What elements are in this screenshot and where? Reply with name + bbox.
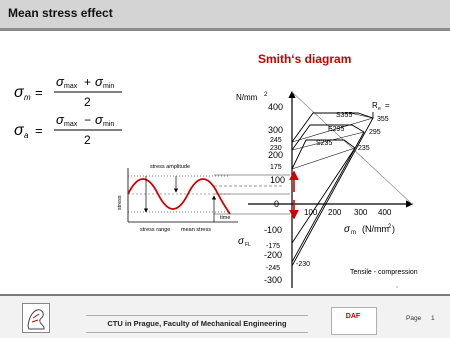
formula-equals: = bbox=[35, 85, 43, 100]
re-label: R bbox=[372, 101, 378, 110]
formula-minus: − bbox=[84, 113, 92, 127]
y-tick-label: -300 bbox=[264, 275, 283, 285]
formula-sigma: σ bbox=[56, 112, 64, 127]
lower-value-label: -175 bbox=[266, 243, 281, 250]
formula-sigma: σ bbox=[95, 74, 103, 89]
material-label-s235: S235 bbox=[316, 140, 333, 147]
material-label-e295: E295 bbox=[328, 126, 345, 133]
formula-denominator: 2 bbox=[84, 95, 91, 109]
formula-sigma: σ bbox=[14, 122, 24, 139]
formula-denominator: 2 bbox=[84, 133, 91, 147]
y-tick-label: 300 bbox=[268, 125, 284, 135]
label-stress-range: stress range bbox=[140, 227, 171, 233]
upper-value-label: 175 bbox=[270, 164, 282, 171]
slide-title: Mean stress effect bbox=[8, 6, 113, 20]
department-label: DAF bbox=[345, 313, 361, 320]
diagonal-guide bbox=[292, 92, 412, 204]
x-axis-unit-text: (N/mm bbox=[362, 224, 389, 234]
department-logo bbox=[331, 307, 377, 335]
y-tick-label: 200 bbox=[268, 150, 284, 160]
diagram-title: Smith‘s diagram bbox=[258, 52, 352, 66]
formula-sub-min: min bbox=[103, 83, 115, 90]
label-stress-amplitude: stress amplitude bbox=[150, 164, 191, 170]
upper-value-label: 230 bbox=[270, 145, 282, 152]
x-tick-label: 300 bbox=[354, 208, 368, 217]
re-value-e295: 295 bbox=[369, 129, 381, 136]
material-label-s355: S355 bbox=[336, 112, 353, 119]
sinusoid-curve bbox=[128, 179, 230, 214]
stress-time-inset bbox=[117, 164, 238, 233]
lower-value-label: -230 bbox=[296, 261, 311, 268]
sigma-fl-sub: FL bbox=[245, 242, 251, 248]
y-tick-label: -200 bbox=[264, 250, 283, 260]
re-value-s355: 355 bbox=[377, 116, 389, 123]
y-tick-labels bbox=[264, 102, 285, 285]
x-axis-sub: m bbox=[351, 230, 356, 236]
y-tick-label: -100 bbox=[264, 225, 283, 235]
label-mean-stress: mean stress bbox=[181, 227, 211, 233]
formula-sigma: σ bbox=[56, 74, 64, 89]
sigma-fl-symbol: σ bbox=[238, 236, 245, 247]
university-logo bbox=[22, 303, 50, 333]
corner-mark: , bbox=[396, 282, 398, 289]
re-equals: = bbox=[385, 101, 390, 110]
x-tick-label: 100 bbox=[304, 208, 318, 217]
formula-sub-a: a bbox=[24, 131, 29, 140]
formula-sub-max: max bbox=[64, 83, 78, 90]
re-value-s235: 235 bbox=[358, 145, 370, 152]
x-tick-label: 400 bbox=[378, 208, 392, 217]
formula-plus: + bbox=[84, 75, 92, 89]
label-time: time bbox=[220, 215, 231, 221]
formula-equals: = bbox=[35, 123, 43, 138]
lion-crest-icon bbox=[23, 304, 49, 332]
x-axis-unit-close: ) bbox=[392, 224, 395, 234]
upper-value-label: 245 bbox=[270, 137, 282, 144]
formula-sigma: σ bbox=[14, 84, 24, 101]
x-tick-label: 200 bbox=[328, 208, 342, 217]
page-number: 1 bbox=[431, 315, 435, 322]
lower-value-label: -245 bbox=[266, 265, 281, 272]
x-axis-unit bbox=[344, 224, 395, 236]
page-label: Page bbox=[406, 315, 422, 322]
formula-sub-min: min bbox=[103, 121, 115, 128]
footer-institution: CTU in Prague, Faculty of Mechanical Engineering bbox=[86, 315, 308, 333]
y-tick-label: 400 bbox=[268, 102, 284, 112]
formula-sub-m: m bbox=[24, 93, 31, 102]
y-axis-unit: N/mm bbox=[236, 93, 258, 102]
formula-sigma: σ bbox=[95, 112, 103, 127]
re-label-sub: e bbox=[378, 106, 381, 112]
page-indicator bbox=[406, 315, 435, 322]
x-axis-sigma: σ bbox=[344, 224, 351, 235]
y-axis-unit-superscript: 2 bbox=[264, 92, 268, 98]
y-tick-label: 0 bbox=[274, 199, 280, 209]
tensile-compression-label: Tensile - compression bbox=[350, 269, 418, 276]
formula-sub-max: max bbox=[64, 121, 78, 128]
label-stress-axis: stress bbox=[117, 195, 123, 210]
x-axis-unit-superscript: 2 bbox=[388, 224, 392, 230]
y-tick-label: 100 bbox=[270, 175, 286, 185]
